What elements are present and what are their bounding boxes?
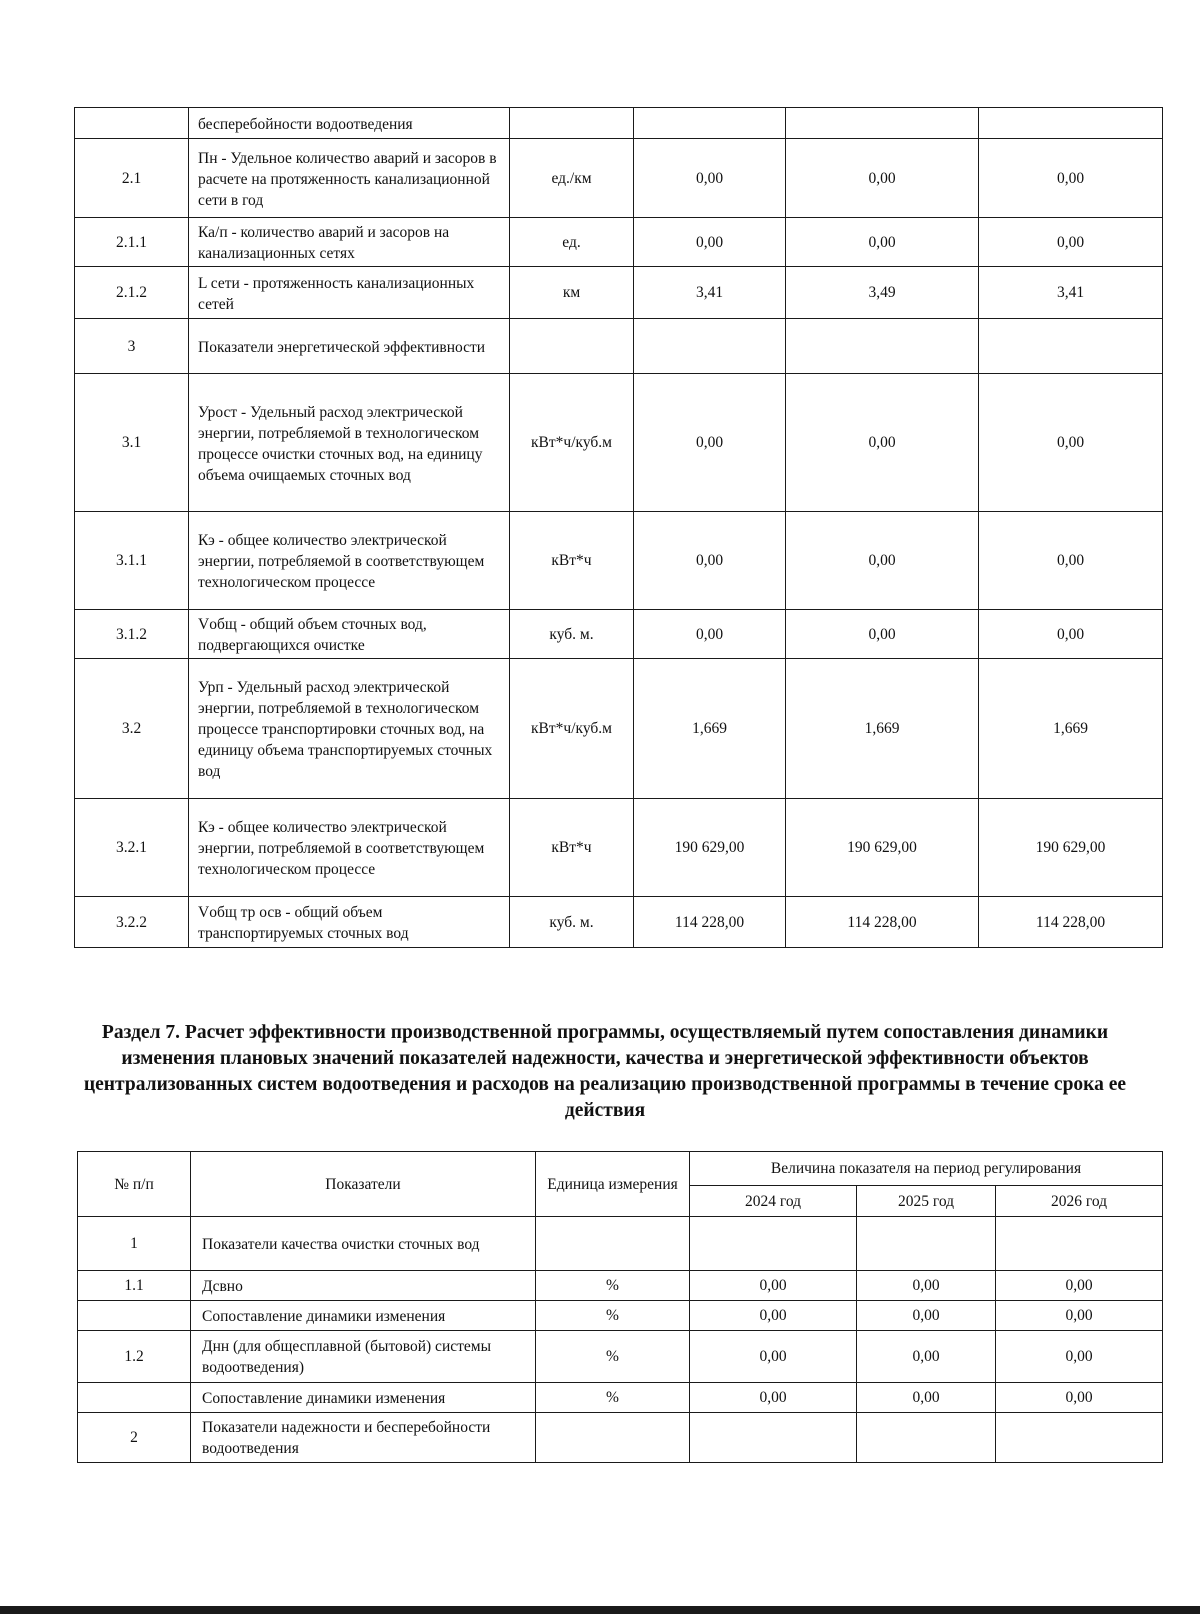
indicator-name: Vобщ - общий объем сточных вод, подвергающихся очистке: [189, 610, 510, 659]
row-number: 2.1.1: [75, 218, 189, 267]
value-2026: 0,00: [996, 1383, 1163, 1413]
value-2026: [996, 1413, 1163, 1463]
row-number: 2.1.2: [75, 267, 189, 319]
indicator-name: L сети - протяженность канализационных сетей: [189, 267, 510, 319]
indicator-name: Показатели качества очистки сточных вод: [191, 1217, 536, 1271]
table2-row: [78, 1301, 1163, 1331]
unit-of-measure: %: [536, 1383, 690, 1413]
unit-of-measure: %: [536, 1301, 690, 1331]
value-2025: 0,00: [857, 1301, 996, 1331]
section-7-table: [77, 1151, 1163, 1463]
value-2026: 0,00: [996, 1331, 1163, 1383]
indicator-name: Пн - Удельное количество аварий и засоров в расчете на протяженность канализационной сети в год: [189, 139, 510, 218]
row-number: 3.1: [75, 374, 189, 512]
unit-of-measure: кВт*ч/куб.м: [510, 659, 634, 799]
value-2025: 114 228,00: [786, 897, 979, 948]
value-2025: [857, 1413, 996, 1463]
indicator-name: Показатели энергетической эффективности: [189, 319, 510, 374]
value-2026: 0,00: [979, 512, 1163, 610]
row-number: 1: [78, 1217, 191, 1271]
value-2026: 114 228,00: [979, 897, 1163, 948]
indicator-name: Сопоставление динамики изменения: [191, 1383, 536, 1413]
scan-edge-bar: [0, 1606, 1200, 1614]
row-number: 2.1: [75, 139, 189, 218]
value-2025: [857, 1217, 996, 1271]
section-7-title: Раздел 7. Расчет эффективности производственной программы, осуществляемый путем сопоставления динамики изменения плановых значений показателей надежности, качества и энергетической эффективности объектов централизованных систем водоотведения и расходов на реализацию производственной программы в течение срока ее действия: [83, 1022, 1127, 1121]
value-2026: [979, 319, 1163, 374]
row-number: 3.2.2: [75, 897, 189, 948]
value-2024: [690, 1413, 857, 1463]
row-number: 2: [78, 1413, 191, 1463]
table1-row: [75, 610, 1163, 659]
row-number: [78, 1301, 191, 1331]
unit-of-measure: [510, 319, 634, 374]
value-2025: 0,00: [786, 218, 979, 267]
value-2026: 0,00: [979, 139, 1163, 218]
value-2024: 0,00: [690, 1383, 857, 1413]
header-period: Величина показателя на период регулирования: [690, 1152, 1163, 1186]
row-number: 3.1.2: [75, 610, 189, 659]
value-2025: 0,00: [857, 1331, 996, 1383]
indicator-name: Кэ - общее количество электрической энергии, потребляемой в соответствующем технологическом процессе: [189, 512, 510, 610]
table1-row: [75, 799, 1163, 897]
unit-of-measure: кВт*ч/куб.м: [510, 374, 634, 512]
table2-row: [78, 1383, 1163, 1413]
value-2026: 0,00: [996, 1271, 1163, 1301]
unit-of-measure: кВт*ч: [510, 799, 634, 897]
value-2025: [786, 319, 979, 374]
value-2025: 0,00: [786, 610, 979, 659]
value-2024: 0,00: [690, 1271, 857, 1301]
table2-row: [78, 1331, 1163, 1383]
value-2026: 0,00: [979, 610, 1163, 659]
header-num: № п/п: [78, 1152, 191, 1217]
table1-row: [75, 659, 1163, 799]
value-2026: 3,41: [979, 267, 1163, 319]
header-year-2026: 2026 год: [996, 1186, 1163, 1217]
indicator-name: Показатели надежности и бесперебойности водоотведения: [191, 1413, 536, 1463]
row-number: 1.2: [78, 1331, 191, 1383]
value-2025: 0,00: [786, 374, 979, 512]
value-2025: 1,669: [786, 659, 979, 799]
unit-of-measure: [510, 108, 634, 139]
unit-of-measure: куб. м.: [510, 610, 634, 659]
value-2025: 0,00: [786, 139, 979, 218]
value-2025: 3,49: [786, 267, 979, 319]
value-2024: 190 629,00: [634, 799, 786, 897]
row-number: 1.1: [78, 1271, 191, 1301]
table1-row: [75, 218, 1163, 267]
table2-row: [78, 1413, 1163, 1463]
unit-of-measure: [536, 1413, 690, 1463]
value-2024: 0,00: [634, 218, 786, 267]
indicator-name: бесперебойности водоотведения: [189, 108, 510, 139]
value-2024: [634, 108, 786, 139]
indicator-name: Урост - Удельный расход электрической энергии, потребляемой в технологическом процессе очистки сточных вод, на единицу объема очищаемых сточных вод: [189, 374, 510, 512]
value-2024: 0,00: [690, 1301, 857, 1331]
table1-row: [75, 374, 1163, 512]
table1-row: [75, 108, 1163, 139]
unit-of-measure: кВт*ч: [510, 512, 634, 610]
value-2025: 190 629,00: [786, 799, 979, 897]
header-year-2024: 2024 год: [690, 1186, 857, 1217]
value-2024: 0,00: [690, 1331, 857, 1383]
row-number: 3.2: [75, 659, 189, 799]
header-unit: Единица измерения: [536, 1152, 690, 1217]
unit-of-measure: ед.: [510, 218, 634, 267]
value-2025: 0,00: [857, 1271, 996, 1301]
unit-of-measure: %: [536, 1331, 690, 1383]
table1-row: [75, 319, 1163, 374]
row-number: 3: [75, 319, 189, 374]
indicator-name: Урп - Удельный расход электрической энергии, потребляемой в технологическом процессе транспортировки сточных вод, на единицу объема транспортируемых сточных вод: [189, 659, 510, 799]
unit-of-measure: [536, 1217, 690, 1271]
table1-row: [75, 139, 1163, 218]
header-year-2025: 2025 год: [857, 1186, 996, 1217]
value-2026: [979, 108, 1163, 139]
value-2026: 1,669: [979, 659, 1163, 799]
value-2024: 0,00: [634, 512, 786, 610]
value-2024: 0,00: [634, 610, 786, 659]
table1-row: [75, 512, 1163, 610]
value-2026: 0,00: [979, 374, 1163, 512]
table2-row: [78, 1217, 1163, 1271]
header-indicator: Показатели: [191, 1152, 536, 1217]
row-number: 3.2.1: [75, 799, 189, 897]
value-2025: 0,00: [786, 512, 979, 610]
row-number: [78, 1383, 191, 1413]
value-2026: 0,00: [979, 218, 1163, 267]
table2-row: [78, 1271, 1163, 1301]
indicator-name: Дсвно: [191, 1271, 536, 1301]
indicator-name: Сопоставление динамики изменения: [191, 1301, 536, 1331]
unit-of-measure: км: [510, 267, 634, 319]
value-2026: [996, 1217, 1163, 1271]
table1-row: [75, 267, 1163, 319]
indicator-name: Vобщ тр осв - общий объем транспортируемых сточных вод: [189, 897, 510, 948]
row-number: 3.1.1: [75, 512, 189, 610]
row-number: [75, 108, 189, 139]
value-2026: 0,00: [996, 1301, 1163, 1331]
indicator-name: Днн (для общесплавной (бытовой) системы водоотведения): [191, 1331, 536, 1383]
value-2024: 1,669: [634, 659, 786, 799]
unit-of-measure: %: [536, 1271, 690, 1301]
value-2025: 0,00: [857, 1383, 996, 1413]
unit-of-measure: ед./км: [510, 139, 634, 218]
value-2024: [690, 1217, 857, 1271]
indicator-name: Кэ - общее количество электрической энергии, потребляемой в соответствующем технологическом процессе: [189, 799, 510, 897]
value-2024: 114 228,00: [634, 897, 786, 948]
indicator-name: Ка/п - количество аварий и засоров на канализационных сетях: [189, 218, 510, 267]
value-2024: 3,41: [634, 267, 786, 319]
value-2024: [634, 319, 786, 374]
unit-of-measure: куб. м.: [510, 897, 634, 948]
value-2024: 0,00: [634, 374, 786, 512]
indicators-table-continued: [74, 107, 1163, 948]
value-2025: [786, 108, 979, 139]
value-2026: 190 629,00: [979, 799, 1163, 897]
value-2024: 0,00: [634, 139, 786, 218]
table1-row: [75, 897, 1163, 948]
